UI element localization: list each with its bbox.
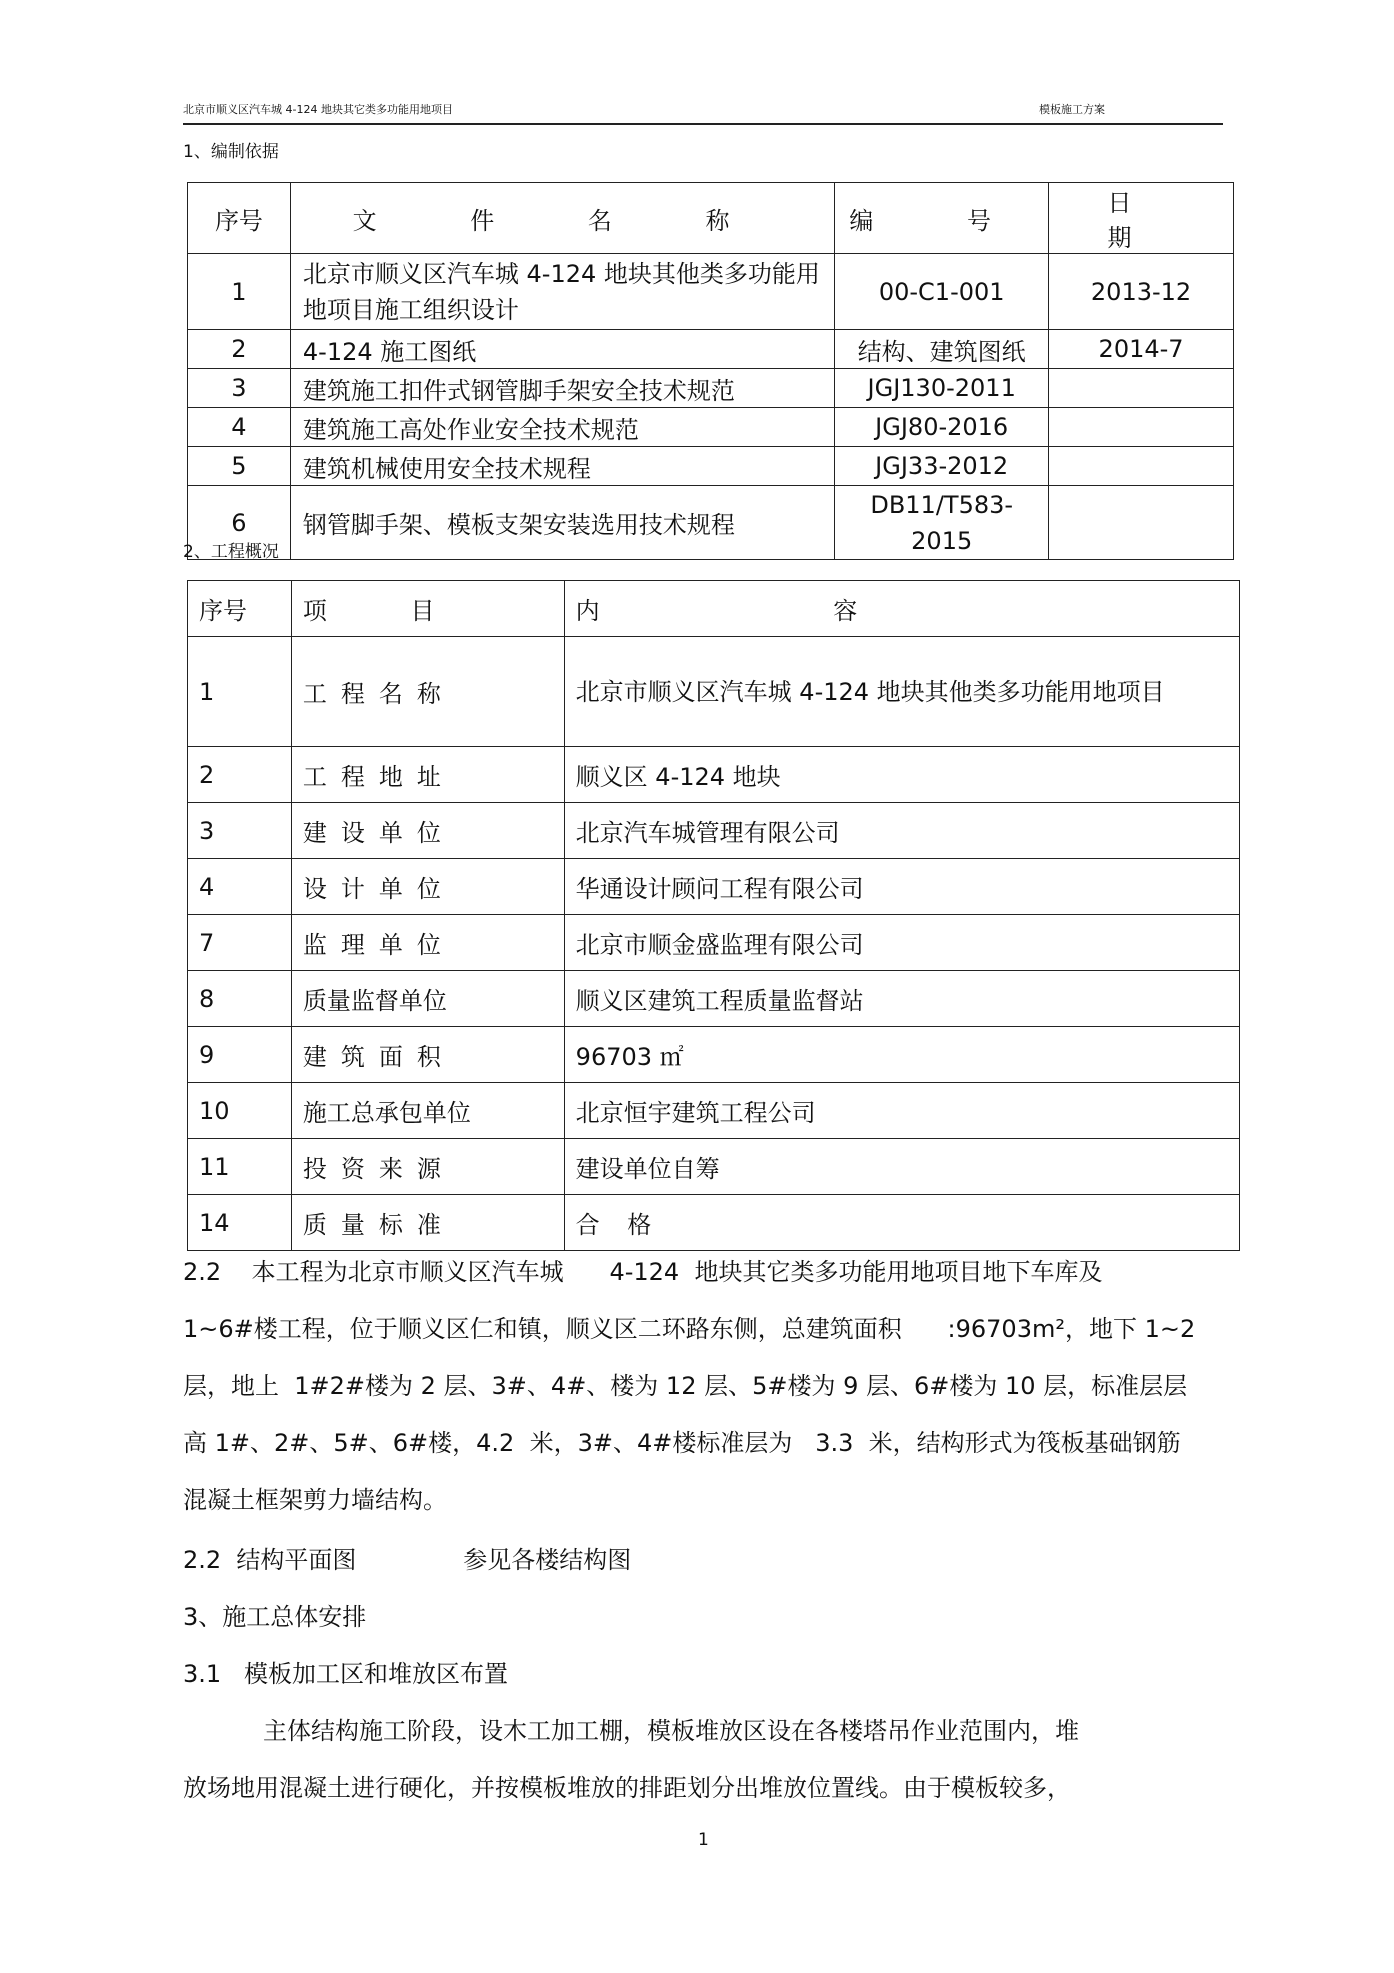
table-row	[188, 1027, 1240, 1083]
row-date	[1049, 408, 1234, 447]
row-no: 9	[188, 1027, 292, 1083]
col-header-name: 文 件 名 称	[290, 183, 834, 254]
row-code: JGJ130-2011	[835, 369, 1049, 408]
table-row	[188, 803, 1240, 859]
table-row	[188, 747, 1240, 803]
row-date: 2014-7	[1049, 330, 1234, 369]
table-row	[188, 486, 1234, 560]
row-item: 工程地址	[291, 747, 564, 803]
row-doc-name: 钢管脚手架、模板支架安装选用技术规程	[290, 486, 834, 560]
row-date	[1049, 369, 1234, 408]
row-content: 顺义区建筑工程质量监督站	[564, 971, 1239, 1027]
paragraph-line: 2.2 本工程为北京市顺义区汽车城 4-124 地块其它类多功能用地项目地下车库及	[183, 1258, 1103, 1286]
row-doc-name: 建筑施工扣件式钢管脚手架安全技术规范	[290, 369, 834, 408]
row-item: 投资来源	[291, 1139, 564, 1195]
row-code: 结构、建筑图纸	[835, 330, 1049, 369]
row-content: 合 格	[564, 1195, 1239, 1251]
col-header-no: 序号	[188, 581, 292, 637]
col-header-code: 编 号	[835, 183, 1049, 254]
table-row	[188, 1139, 1240, 1195]
paragraph-line: 高 1#、2#、5#、6#楼，4.2 米，3#、4#楼标准层为 3.3 米，结构形式为筏板基础钢筋	[183, 1429, 1181, 1457]
row-no: 7	[188, 915, 292, 971]
row-no: 4	[188, 408, 291, 447]
table-row	[188, 330, 1234, 369]
row-no: 8	[188, 971, 292, 1027]
table-row	[188, 408, 1234, 447]
row-content: 96703 ㎡	[564, 1027, 1239, 1083]
col-header-content: 内 容	[564, 581, 1239, 637]
row-no: 3	[188, 803, 292, 859]
row-content: 建设单位自筹	[564, 1139, 1239, 1195]
row-no: 14	[188, 1195, 292, 1251]
row-no: 3	[188, 369, 291, 408]
row-item: 质量标准	[291, 1195, 564, 1251]
row-doc-name: 北京市顺义区汽车城 4-124 地块其他类多功能用地项目施工组织设计	[290, 254, 834, 330]
row-content: 北京市顺金盛监理有限公司	[564, 915, 1239, 971]
page-header	[183, 99, 1223, 125]
row-code: JGJ80-2016	[835, 408, 1049, 447]
section-1-title: 1、编制依据	[183, 142, 279, 162]
row-content: 华通设计顾问工程有限公司	[564, 859, 1239, 915]
table-row	[188, 971, 1240, 1027]
row-no: 5	[188, 447, 291, 486]
col-header-date: 日 期	[1049, 183, 1234, 254]
table-row	[188, 1195, 1240, 1251]
row-item: 建筑面积	[291, 1027, 564, 1083]
paragraph-3-1-line-2: 放场地用混凝土进行硬化，并按模板堆放的排距划分出堆放位置线。由于模板较多，	[183, 1774, 1071, 1802]
row-no: 2	[188, 330, 291, 369]
overview-table	[187, 580, 1240, 1251]
row-item: 工程名称	[291, 637, 564, 747]
row-content: 北京市顺义区汽车城 4-124 地块其他类多功能用地项目	[564, 637, 1239, 747]
header-project-title: 北京市顺义区汽车城 4-124 地块其它类多功能用地项目	[183, 103, 453, 116]
table-row	[188, 369, 1234, 408]
row-item: 施工总承包单位	[291, 1083, 564, 1139]
row-doc-name: 建筑施工高处作业安全技术规范	[290, 408, 834, 447]
table-row	[188, 447, 1234, 486]
paragraph-3-1-line-1: 主体结构施工阶段，设木工加工棚，模板堆放区设在各楼塔吊作业范围内，堆	[263, 1717, 1079, 1745]
table-row	[188, 859, 1240, 915]
paragraph-2-2	[183, 1244, 1233, 1529]
row-doc-name: 4-124 施工图纸	[290, 330, 834, 369]
col-header-item: 项 目	[291, 581, 564, 637]
row-no: 11	[188, 1139, 292, 1195]
table-row	[188, 915, 1240, 971]
table-header-row	[188, 183, 1234, 254]
table-row	[188, 637, 1240, 747]
row-item: 监理单位	[291, 915, 564, 971]
row-code: JGJ33-2012	[835, 447, 1049, 486]
header-doc-title: 模板施工方案	[1039, 103, 1105, 116]
row-code: 00-C1-001	[835, 254, 1049, 330]
row-date	[1049, 486, 1234, 560]
basis-table	[187, 182, 1234, 560]
paragraph-line: 混凝土框架剪力墙结构。	[183, 1486, 447, 1514]
row-no: 4	[188, 859, 292, 915]
row-no: 1	[188, 637, 292, 747]
col-header-no: 序号	[188, 183, 291, 254]
paragraph-line: 层，地上 1#2#楼为 2 层、3#、4#、楼为 12 层、5#楼为 9 层、6#楼为 10 层，标准层层	[183, 1372, 1188, 1400]
table-row	[188, 1083, 1240, 1139]
row-no: 2	[188, 747, 292, 803]
section-3-1-title: 3.1 模板加工区和堆放区布置	[183, 1660, 509, 1688]
section-3-title: 3、施工总体安排	[183, 1603, 367, 1631]
row-item: 建设单位	[291, 803, 564, 859]
row-no: 10	[188, 1083, 292, 1139]
row-item: 设计单位	[291, 859, 564, 915]
row-content: 北京汽车城管理有限公司	[564, 803, 1239, 859]
structure-plan-line: 2.2 结构平面图 参见各楼结构图	[183, 1546, 632, 1574]
table-row	[188, 254, 1234, 330]
row-no: 6	[188, 486, 291, 560]
paragraph-line: 1~6#楼工程，位于顺义区仁和镇，顺义区二环路东侧，总建筑面积 :96703m²，地下 1~2	[183, 1315, 1196, 1343]
row-code: DB11/T583-2015	[835, 486, 1049, 560]
table-header-row	[188, 581, 1240, 637]
page-number: 1	[698, 1830, 709, 1850]
row-date: 2013-12	[1049, 254, 1234, 330]
row-date	[1049, 447, 1234, 486]
row-item: 质量监督单位	[291, 971, 564, 1027]
row-content: 顺义区 4-124 地块	[564, 747, 1239, 803]
row-content: 北京恒宇建筑工程公司	[564, 1083, 1239, 1139]
row-no: 1	[188, 254, 291, 330]
section-2-title: 2、工程概况	[183, 542, 279, 562]
row-doc-name: 建筑机械使用安全技术规程	[290, 447, 834, 486]
